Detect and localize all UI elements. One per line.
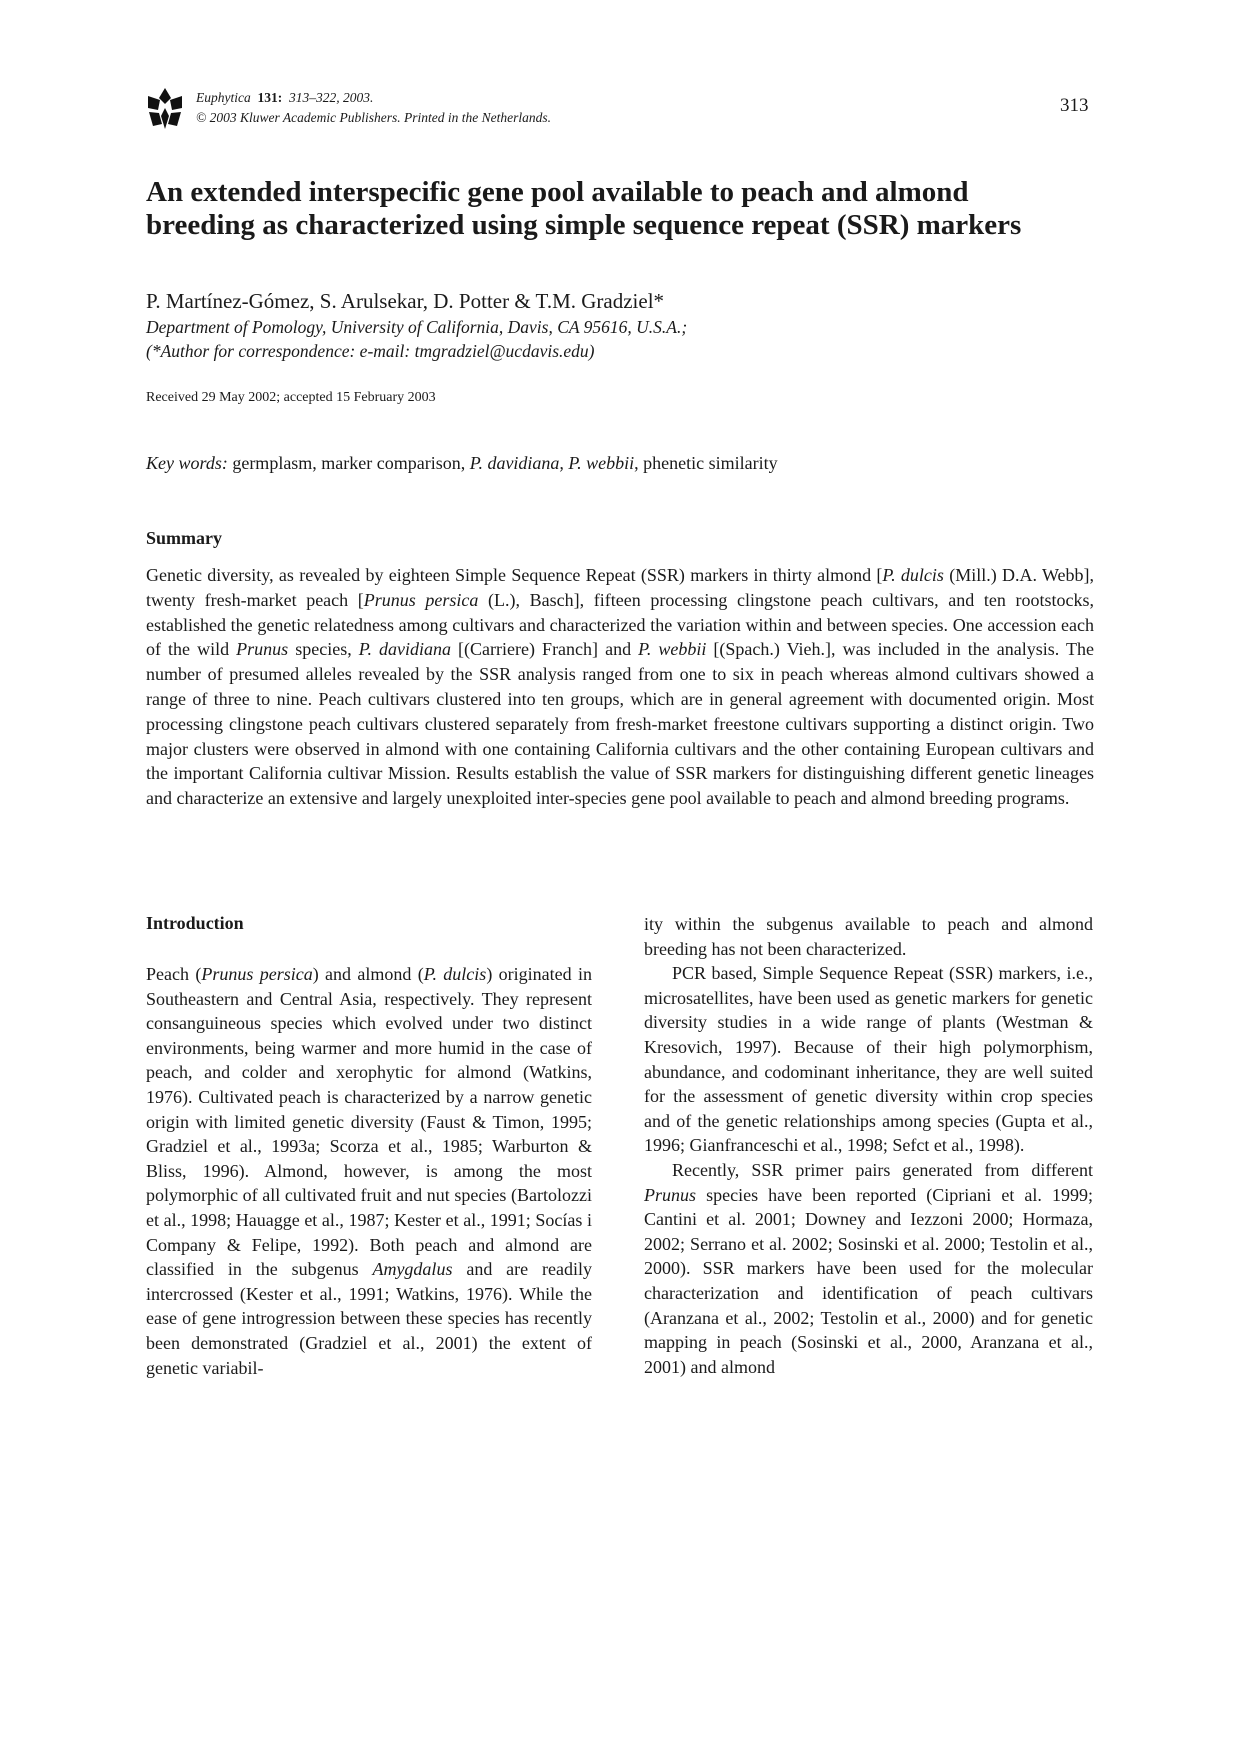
journal-citation xyxy=(196,88,373,108)
affiliation: Department of Pomology, University of California, Davis, CA 95616, U.S.A.; xyxy=(146,317,688,337)
title-line-1: An extended interspecific gene pool available to peach and almond xyxy=(146,176,969,208)
page-number: 313 xyxy=(1060,95,1089,116)
author-list: P. Martínez-Gómez, S. Arulsekar, D. Potter & T.M. Gradziel* xyxy=(146,289,665,313)
journal-pages: 313–322, 2003. xyxy=(288,90,374,105)
kluwer-publisher-logo-icon xyxy=(146,86,184,130)
keywords xyxy=(146,453,778,474)
introduction-heading: Introduction xyxy=(146,913,244,933)
keywords-label: Key words: xyxy=(146,453,228,473)
intro-paragraph-1-continued: ity within the subgenus available to peach and almond breeding has not been characterized. xyxy=(644,914,1093,959)
keywords-text: germplasm, marker comparison, xyxy=(227,453,470,473)
summary-paragraph: Genetic diversity, as revealed by eighteen Simple Sequence Repeat (SSR) markers in thirty almond [P. dulcis (Mill.) D.A. Webb], twenty fresh-market peach [Prunus persica (L.), Basch], fifteen processing clingstone peach cultivars, and ten rootstocks, established the genetic relatedness among cultivars and characterized the variation within and between species. One accession each of the wild Prunus species, P. davidiana [(Carriere) Franch] and P. webbii [(Spach.) Vieh.], was included in the analysis. The number of presumed alleles revealed by the SSR analysis ranged from one to six in peach whereas almond cultivars showed a range of three to nine. Peach cultivars clustered into ten groups, which are in general agreement with documented origin. Most processing clingstone peach cultivars clustered separately from fresh-market freestone cultivars supporting a distinct origin. Two major clusters were observed in almond with one containing California cultivars and the other containing European cultivars and the important California cultivar Mission. Results establish the value of SSR markers for distinguishing different genetic lineages and characterize an extensive and largely unexploited inter-species gene pool available to peach and almond breeding programs. xyxy=(146,565,1095,809)
article-title xyxy=(146,176,1106,242)
keywords-species: P. davidiana, P. webbii xyxy=(469,453,635,473)
received-dates: Received 29 May 2002; accepted 15 February 2003 xyxy=(146,390,436,405)
copyright-notice: © 2003 Kluwer Academic Publishers. Printed in the Netherlands. xyxy=(196,110,551,125)
journal-volume: 131: xyxy=(257,90,283,105)
body-column-left xyxy=(146,962,592,1380)
body-column-right xyxy=(644,912,1093,1379)
correspondence-note: (*Author for correspondence: e-mail: tmgradziel@ucdavis.edu) xyxy=(146,341,595,361)
title-line-2: breeding as characterized using simple sequence repeat (SSR) markers xyxy=(146,209,1022,241)
keywords-text-end: , phenetic similarity xyxy=(634,453,778,473)
intro-paragraph-1: Peach (Prunus persica) and almond (P. dulcis) originated in Southeastern and Central Asia, respectively. They represent consanguineous species which evolved under two distinct environments, being warmer and more humid in the case of peach, and colder and xerophytic for almond (Watkins, 1976). Cultivated peach is characterized by a narrow genetic origin with limited genetic diversity (Faust & Timon, 1995; Gradziel et al., 1993a; Scorza et al., 1985; Warburton & Bliss, 1996). Almond, however, is among the most polymorphic of all cultivated fruit and nut species (Bartolozzi et al., 1998; Hauagge et al., 1987; Kester et al., 1991; Socías i Company & Felipe, 1992). Both peach and almond are classified in the subgenus Amygdalus and are readily intercrossed (Kester et al., 1991; Watkins, 1976). While the ease of gene introgression between these species has recently been demonstrated (Gradziel et al., 2001) the extent of genetic variabil- xyxy=(146,964,593,1378)
summary-heading: Summary xyxy=(146,528,222,548)
journal-name: Euphytica xyxy=(196,90,251,105)
intro-paragraph-3: Recently, SSR primer pairs generated from different Prunus species have been reported (Cipriani et al. 1999; Cantini et al. 2001; Downey and Iezzoni 2000; Hormaza, 2002; Serrano et al. 2002; Sosinski et al. 2000; Testolin et al., 2000). SSR markers have been used for the molecular characterization and identification of peach cultivars (Aranzana et al., 2002; Testolin et al., 2000) and for genetic mapping in peach (Sosinski et al., 2000, Aranzana et al., 2001) and almond xyxy=(644,1159,1093,1377)
intro-paragraph-2: PCR based, Simple Sequence Repeat (SSR) markers, i.e., microsatellites, have been used as genetic markers for genetic diversity studies in a wide range of plants (Westman & Kresovich, 1997). Because of their high polymorphism, abundance, and codominant inheritance, they are well suited for the assessment of genetic diversity within crop species and of the genetic relationships among species (Gupta et al., 1996; Gianfranceschi et al., 1998; Sefct et al., 1998). xyxy=(644,963,1093,1156)
